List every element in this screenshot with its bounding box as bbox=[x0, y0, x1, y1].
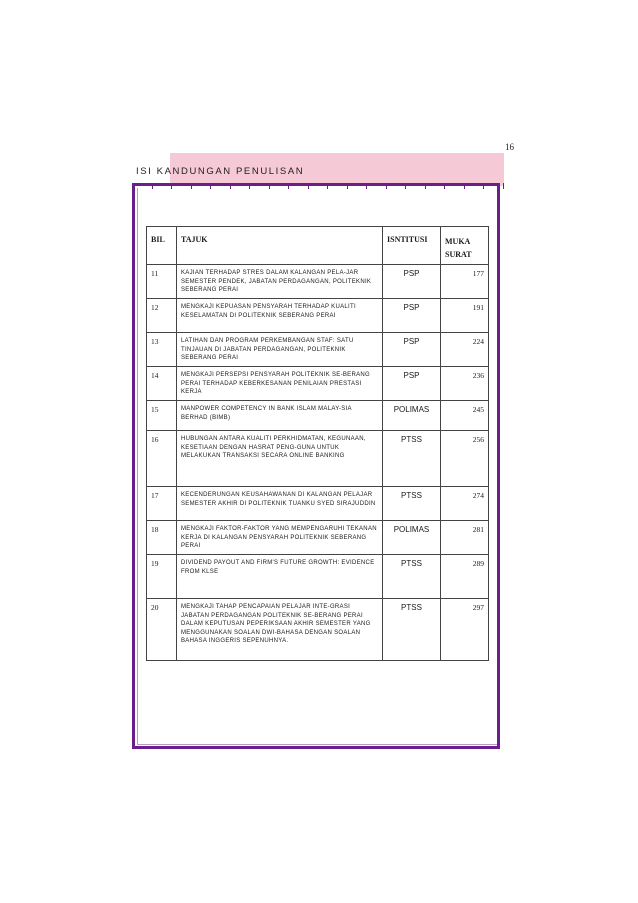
cell-muka-surat: 256 bbox=[441, 431, 489, 487]
table-row bbox=[147, 401, 489, 431]
header-surat: SURAT bbox=[445, 250, 472, 259]
cell-muka-surat: 236 bbox=[441, 367, 489, 401]
cell-bil: 11 bbox=[147, 265, 177, 299]
cell-institusi: PTSS bbox=[383, 487, 441, 521]
cell-bil: 13 bbox=[147, 333, 177, 367]
cell-institusi: PTSS bbox=[383, 599, 441, 661]
table-row bbox=[147, 521, 489, 555]
cell-institusi: POLIMAS bbox=[383, 521, 441, 555]
cell-tajuk: MANPOWER COMPETENCY IN BANK ISLAM MALAY-SIA BERHAD (BIMB) bbox=[177, 401, 383, 431]
cell-bil: 16 bbox=[147, 431, 177, 487]
cell-bil: 18 bbox=[147, 521, 177, 555]
table-row bbox=[147, 487, 489, 521]
cell-muka-surat: 289 bbox=[441, 555, 489, 599]
table-row bbox=[147, 299, 489, 333]
cell-tajuk: KECENDERUNGAN KEUSAHAWANAN DI KALANGAN PELAJAR SEMESTER AKHIR DI POLITEKNIK TUANKU SYED SIRAJUDDIN bbox=[177, 487, 383, 521]
cell-institusi: PTSS bbox=[383, 555, 441, 599]
cell-tajuk: DIVIDEND PAYOUT AND FIRM'S FUTURE GROWTH: EVIDENCE FROM KLSE bbox=[177, 555, 383, 599]
cell-bil: 15 bbox=[147, 401, 177, 431]
cell-tajuk: HUBUNGAN ANTARA KUALITI PERKHIDMATAN, KEGUNAAN, KESETIAAN DENGAN HASRAT PENG-GUNA UNTUK MELAKUKAN TRANSAKSI SECARA ONLINE BANKING bbox=[177, 431, 383, 487]
section-title: ISI KANDUNGAN PENULISAN bbox=[136, 166, 305, 177]
cell-muka-surat: 297 bbox=[441, 599, 489, 661]
header-muka: MUKA bbox=[445, 237, 471, 246]
cell-muka-surat: 177 bbox=[441, 265, 489, 299]
cell-muka-surat: 274 bbox=[441, 487, 489, 521]
cell-muka-surat: 191 bbox=[441, 299, 489, 333]
table-row bbox=[147, 367, 489, 401]
header-institusi: ISNTITUSI bbox=[383, 227, 441, 265]
table-row bbox=[147, 555, 489, 599]
cell-institusi: PSP bbox=[383, 367, 441, 401]
cell-institusi: POLIMAS bbox=[383, 401, 441, 431]
table-row bbox=[147, 431, 489, 487]
cell-tajuk: KAJIAN TERHADAP STRES DALAM KALANGAN PELA-JAR SEMESTER PENDEK, JABATAN PERDAGANGAN, POLITEKNIK SEBERANG PERAI bbox=[177, 265, 383, 299]
cell-bil: 12 bbox=[147, 299, 177, 333]
cell-bil: 14 bbox=[147, 367, 177, 401]
cell-bil: 17 bbox=[147, 487, 177, 521]
frame-inner-line-left bbox=[137, 188, 138, 744]
cell-institusi: PSP bbox=[383, 265, 441, 299]
cell-bil: 20 bbox=[147, 599, 177, 661]
cell-tajuk: MENGKAJI PERSEPSI PENSYARAH POLITEKNIK SE-BERANG PERAI TERHADAP KEBERKESANAN PENILAIAN PRESTASI KERJA bbox=[177, 367, 383, 401]
cell-muka-surat: 224 bbox=[441, 333, 489, 367]
cell-bil: 19 bbox=[147, 555, 177, 599]
table-header-row bbox=[147, 227, 489, 265]
cell-tajuk: MENGKAJI FAKTOR-FAKTOR YANG MEMPENGARUHI TEKANAN KERJA DI KALANGAN PENSYARAH POLITEKNIK SEBERANG PERAI bbox=[177, 521, 383, 555]
cell-institusi: PTSS bbox=[383, 431, 441, 487]
table-row bbox=[147, 265, 489, 299]
table-row bbox=[147, 599, 489, 661]
cell-tajuk: MENGKAJI TAHAP PENCAPAIAN PELAJAR INTE-GRASI JABATAN PERDAGANGAN POLITEKNIK SE-BERANG PERAI DALAM KEPUTUSAN PEPERIKSAAN AKHIR SEMESTER YANG MENGGUNAKAN SOALAN DWI-BAHASA DENGAN SOALAN BAHASA INGGERIS SEPENUHNYA. bbox=[177, 599, 383, 661]
table-row bbox=[147, 333, 489, 367]
contents-table bbox=[146, 226, 489, 661]
cell-tajuk: MENGKAJI KEPUASAN PENSYARAH TERHADAP KUALITI KESELAMATAN DI POLITEKNIK SEBERANG PERAI bbox=[177, 299, 383, 333]
cell-institusi: PSP bbox=[383, 333, 441, 367]
page-number: 16 bbox=[505, 142, 514, 152]
header-muka-surat bbox=[441, 227, 489, 265]
header-bil: BIL bbox=[147, 227, 177, 265]
cell-muka-surat: 281 bbox=[441, 521, 489, 555]
header-tajuk: TAJUK bbox=[177, 227, 383, 265]
frame-inner-line-bottom bbox=[137, 744, 497, 745]
frame-tick-marks bbox=[132, 183, 504, 189]
cell-muka-surat: 245 bbox=[441, 401, 489, 431]
cell-institusi: PSP bbox=[383, 299, 441, 333]
cell-tajuk: LATIHAN DAN PROGRAM PERKEMBANGAN STAF: SATU TINJAUAN DI JABATAN PERDAGANGAN, POLITEKNIK SEBERANG PERAI bbox=[177, 333, 383, 367]
